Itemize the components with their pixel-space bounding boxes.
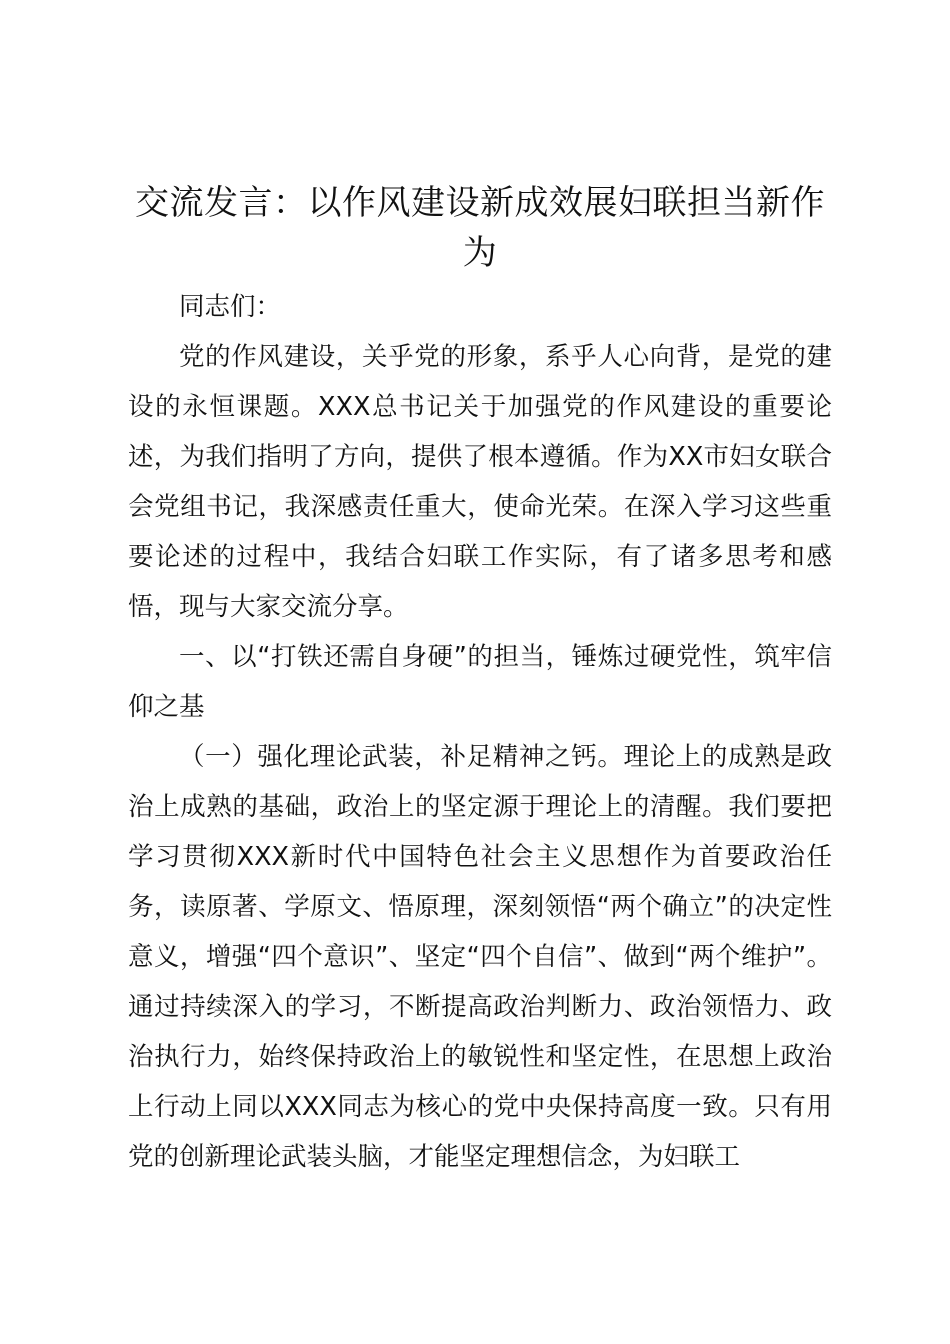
paragraph-intro: 党的作风建设，关乎党的形象，系乎人心向背，是党的建设的永恒课题。XXX总书记关于加强党的作风建设的重要论述，为我们指明了方向，提供了根本遵循。作为XX市妇女联合会党组书记，我深感责任重大，使命光荣。在深入学习这些重要论述的过程中，我结合妇联工作实际，有了诸多思考和感悟，现与大家交流分享。: [128, 342, 832, 622]
section-heading-1: 一、以“打铁还需自身硬”的担当，锤炼过硬党性，筑牢信仰之基: [128, 642, 832, 722]
greeting-line: 同志们：: [179, 292, 282, 322]
document-title: 交流发言：以作风建设新成效展妇联担当新作为: [135, 183, 825, 273]
document-body: [128, 282, 832, 1182]
paragraph-subsection-1: （一）强化理论武装，补足精神之钙。理论上的成熟是政治上成熟的基础，政治上的坚定源于理论上的清醒。我们要把学习贯彻XXX新时代中国特色社会主义思想作为首要政治任务，读原著、学原文、悟原理，深刻领悟“两个确立”的决定性意义，增强“四个意识”、坚定“四个自信”、做到“两个维护”。通过持续深入的学习，不断提高政治判断力、政治领悟力、政治执行力，始终保持政治上的敏锐性和坚定性，在思想上政治上行动上同以XXX同志为核心的党中央保持高度一致。只有用党的创新理论武装头脑，才能坚定理想信念，为妇联工: [128, 742, 832, 1172]
